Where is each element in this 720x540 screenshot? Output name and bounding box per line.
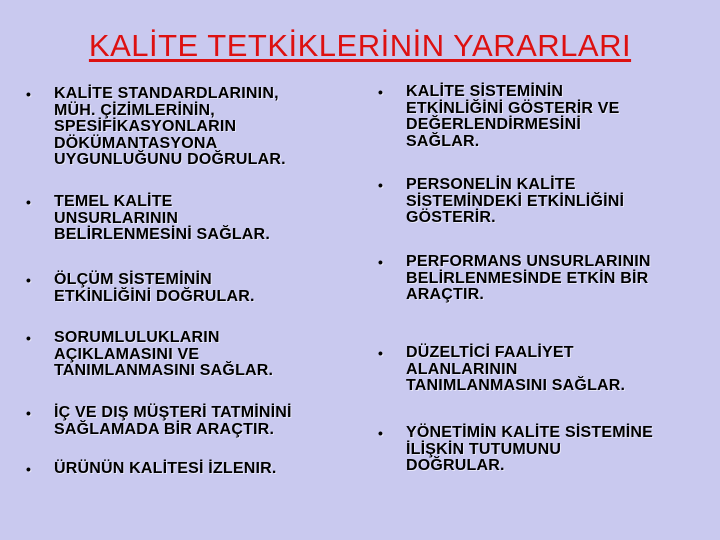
list-item-text: PERFORMANS UNSURLARININ BELİRLENMESİNDE ETKİN BİR ARAÇTIR. — [406, 253, 651, 303]
bullet-icon: • — [26, 194, 32, 210]
list-item — [26, 272, 255, 305]
bullet-icon: • — [26, 461, 32, 477]
list-item — [26, 405, 292, 438]
list-item — [26, 461, 277, 478]
bullet-icon: • — [378, 425, 384, 441]
list-item-text: KALİTE SİSTEMİNİN ETKİNLİĞİNİ GÖSTERİR VE DEĞERLENDİRMESİNİ SAĞLAR. — [406, 83, 620, 150]
list-item — [378, 345, 625, 395]
list-item — [378, 177, 624, 227]
list-item — [378, 254, 651, 304]
bullet-icon: • — [378, 345, 384, 361]
list-item-text: TEMEL KALİTE UNSURLARININ BELİRLENMESİNİ SAĞLAR. — [54, 193, 270, 243]
bullet-icon: • — [378, 254, 384, 270]
list-item-text: ÖLÇÜM SİSTEMİNİN ETKİNLİĞİNİ DOĞRULAR. — [54, 271, 255, 305]
bullet-icon: • — [378, 177, 384, 193]
bullet-icon: • — [378, 84, 384, 100]
list-item-text: ÜRÜNÜN KALİTESİ İZLENIR. — [54, 460, 277, 477]
bullet-icon: • — [26, 272, 32, 288]
list-item — [378, 84, 620, 150]
list-item-text: SORUMLULUKLARIN AÇIKLAMASINI VE TANIMLANMASINI SAĞLAR. — [54, 329, 274, 379]
list-item-text: YÖNETİMİN KALİTE SİSTEMİNE İLİŞKİN TUTUMUNU DOĞRULAR. — [406, 424, 653, 474]
list-item-text: KALİTE STANDARDLARININ, MÜH. ÇİZİMLERİNİN, SPESİFİKASYONLARIN DÖKÜMANTASYONA UYGUNLUĞUNU DOĞRULAR. — [54, 85, 286, 168]
bullet-icon: • — [26, 330, 32, 346]
slide-title: KALİTE TETKİKLERİNİN YARARLARI — [88, 28, 632, 63]
bullet-icon: • — [26, 405, 32, 421]
list-item-text: PERSONELİN KALİTE SİSTEMİNDEKİ ETKİNLİĞİNİ GÖSTERİR. — [406, 176, 625, 226]
bullet-icon: • — [26, 86, 32, 102]
list-item — [26, 86, 286, 169]
list-item-text: İÇ VE DIŞ MÜŞTERİ TATMİNİNİ SAĞLAMADA BİR ARAÇTIR. — [54, 404, 292, 438]
list-item — [378, 425, 653, 475]
list-item — [26, 194, 270, 244]
list-item — [26, 330, 273, 380]
list-item-text: DÜZELTİCİ FAALİYET ALANLARININ TANIMLANMASINI SAĞLAR. — [406, 344, 626, 394]
